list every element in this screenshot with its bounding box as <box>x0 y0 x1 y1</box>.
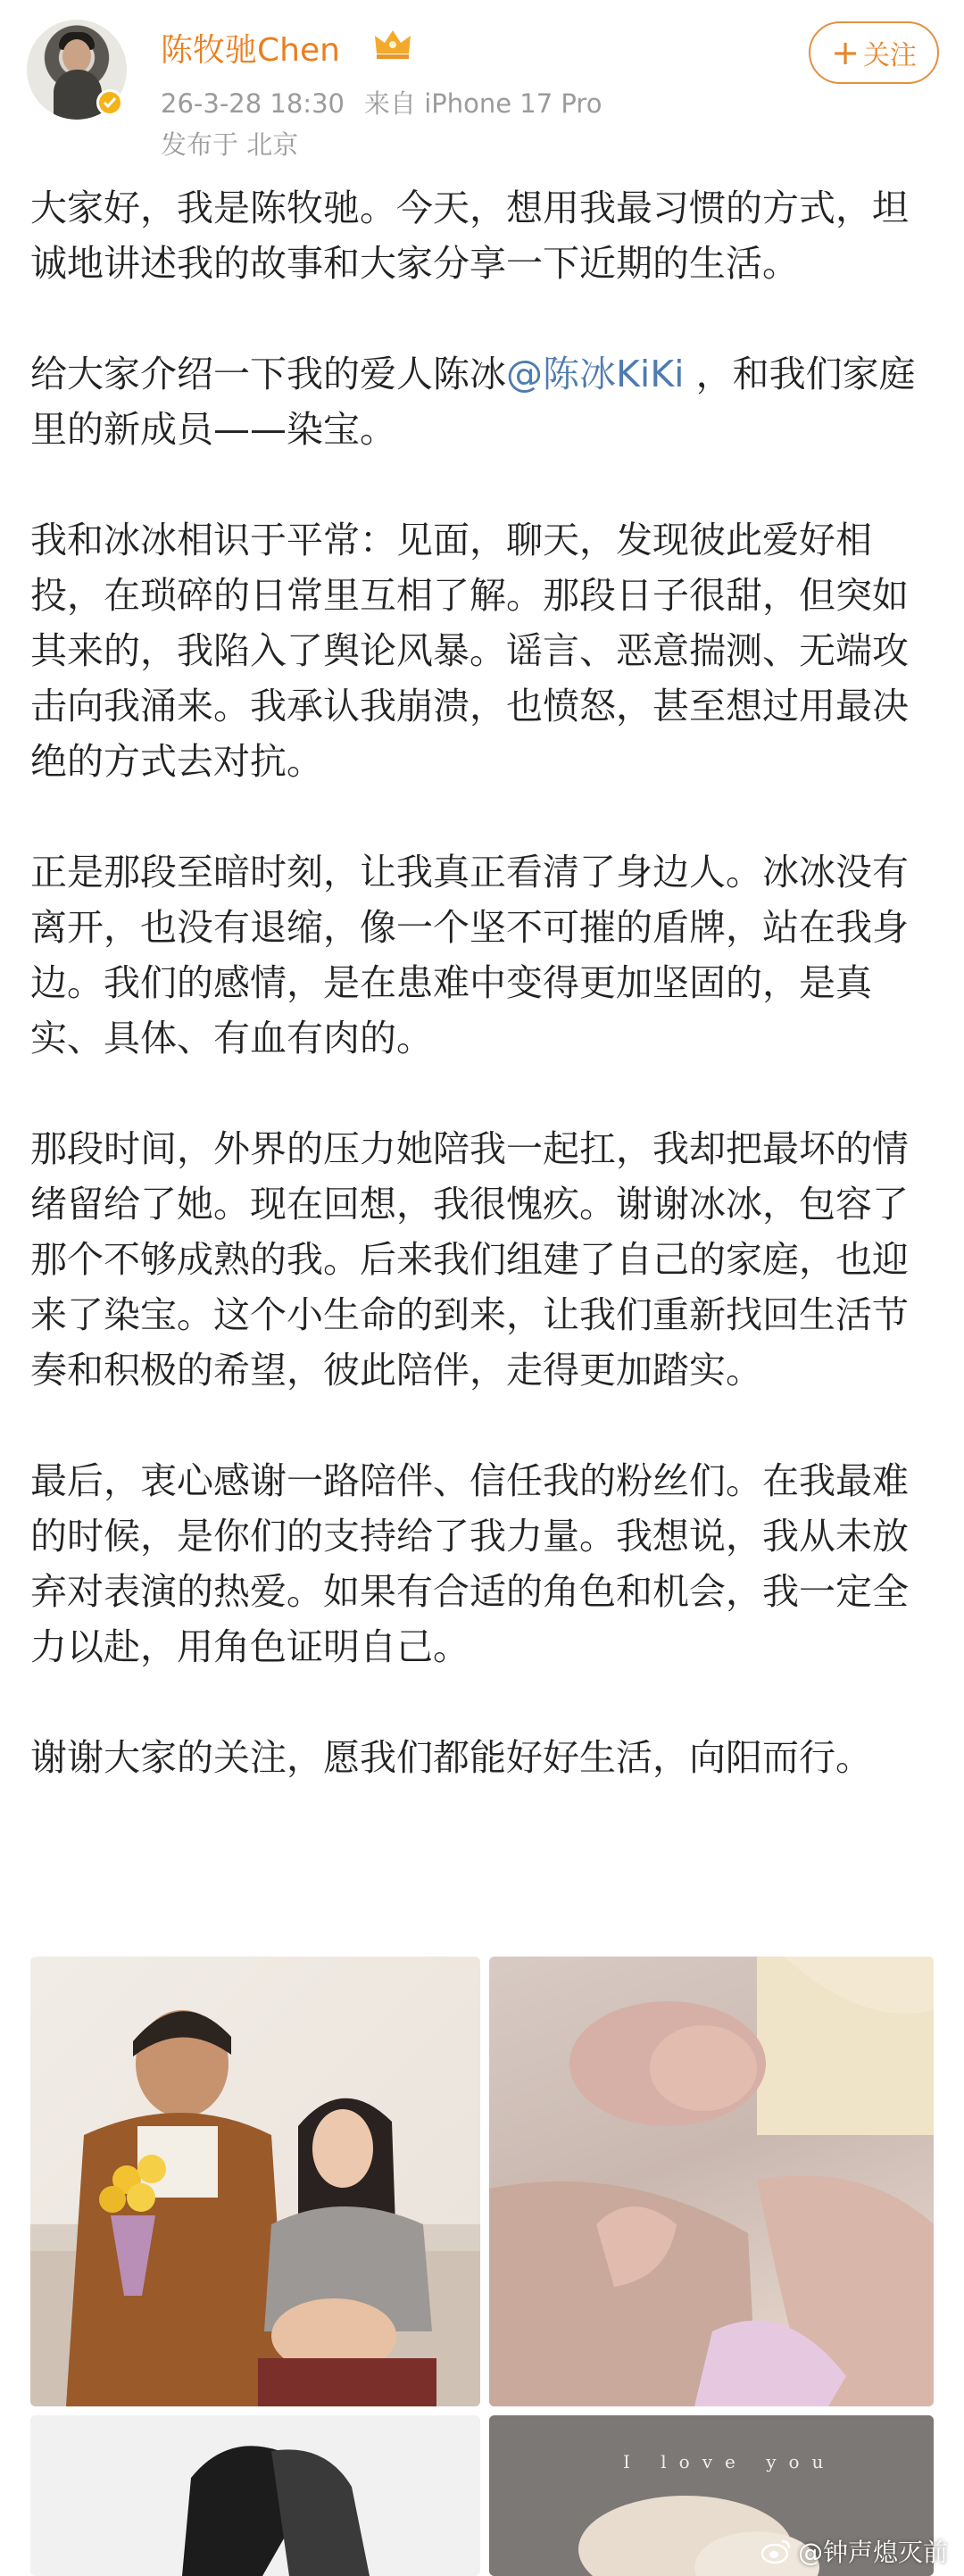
photo-embrace[interactable] <box>30 2415 480 2576</box>
weibo-icon <box>760 2538 793 2564</box>
username[interactable]: 陈牧驰Chen <box>161 32 340 69</box>
paragraph-4: 正是那段至暗时刻，让我真正看清了身边人。冰冰没有离开，也没有退缩，像一个坚不可摧的盾牌，站在我身边。我们的感情，是在患难中变得更加坚固的，是真实、具体、有血有肉的。 <box>30 851 909 1059</box>
post-meta <box>161 84 621 120</box>
image-grid <box>30 1957 934 2576</box>
photo-baby-hand[interactable] <box>489 1957 934 2406</box>
paragraph-5: 那段时间，外界的压力她陪我一起扛，我却把最坏的情绪留给了她。现在回想，我很愧疚。谢谢冰冰，包容了那个不够成熟的我。后来我们组建了自己的家庭，也迎来了染宝。这个小生命的到来，让我们重新找回生活节奏和积极的希望，彼此陪伴，走得更加踏实。 <box>30 1127 909 1392</box>
crown-icon <box>373 27 412 61</box>
verified-icon <box>96 89 123 116</box>
post-time: 26-3-28 18:30 <box>161 88 345 119</box>
plus-icon: + <box>831 33 860 72</box>
paragraph-2-end: ，和我们家庭里的新成员——染宝。 <box>30 353 916 451</box>
photo-baby-hand-art <box>489 1957 934 2406</box>
watermark <box>760 2533 948 2569</box>
watermark-text: @钟声熄灭前 <box>797 2538 948 2567</box>
paragraph-3: 我和冰冰相识于平常：见面，聊天，发现彼此爱好相投，在琐碎的日常里互相了解。那段日子很甜，但突如其来的，我陷入了舆论风暴。谣言、恶意揣测、无端攻击向我涌来。我承认我崩溃，也愤怒，甚至想过用最决绝的方式去对抗。 <box>30 519 909 783</box>
photo-couple[interactable] <box>30 1957 480 2406</box>
paragraph-1: 大家好，我是陈牧驰。今天，想用我最习惯的方式，坦诚地讲述我的故事和大家分享一下近期的生活。 <box>30 187 909 285</box>
follow-button[interactable] <box>809 21 939 84</box>
post-header <box>0 0 964 179</box>
post-text <box>30 180 934 1841</box>
paragraph-2 <box>30 346 934 457</box>
photo-couple-art <box>30 1957 480 2406</box>
paragraph-6: 最后，衷心感谢一路陪伴、信任我的粉丝们。在我最难的时候，是你们的支持给了我力量。我想说，我从未放弃对表演的热爱。如果有合适的角色和机会，我一定全力以赴，用角色证明自己。 <box>30 1459 909 1668</box>
paragraph-2-start: 给大家介绍一下我的爱人陈冰 <box>30 353 506 395</box>
photo-embrace-art <box>30 2415 480 2576</box>
follow-label: 关注 <box>862 40 917 71</box>
avatar-face <box>62 39 91 73</box>
post-location: 发布于 北京 <box>161 129 299 160</box>
photo-caption: I love you <box>623 2451 836 2472</box>
avatar-body <box>54 70 102 120</box>
post-source: 来自 iPhone 17 Pro <box>363 88 602 119</box>
paragraph-7: 谢谢大家的关注，愿我们都能好好生活，向阳而行。 <box>30 1736 872 1779</box>
mention-link[interactable]: @陈冰KiKi <box>506 353 685 395</box>
